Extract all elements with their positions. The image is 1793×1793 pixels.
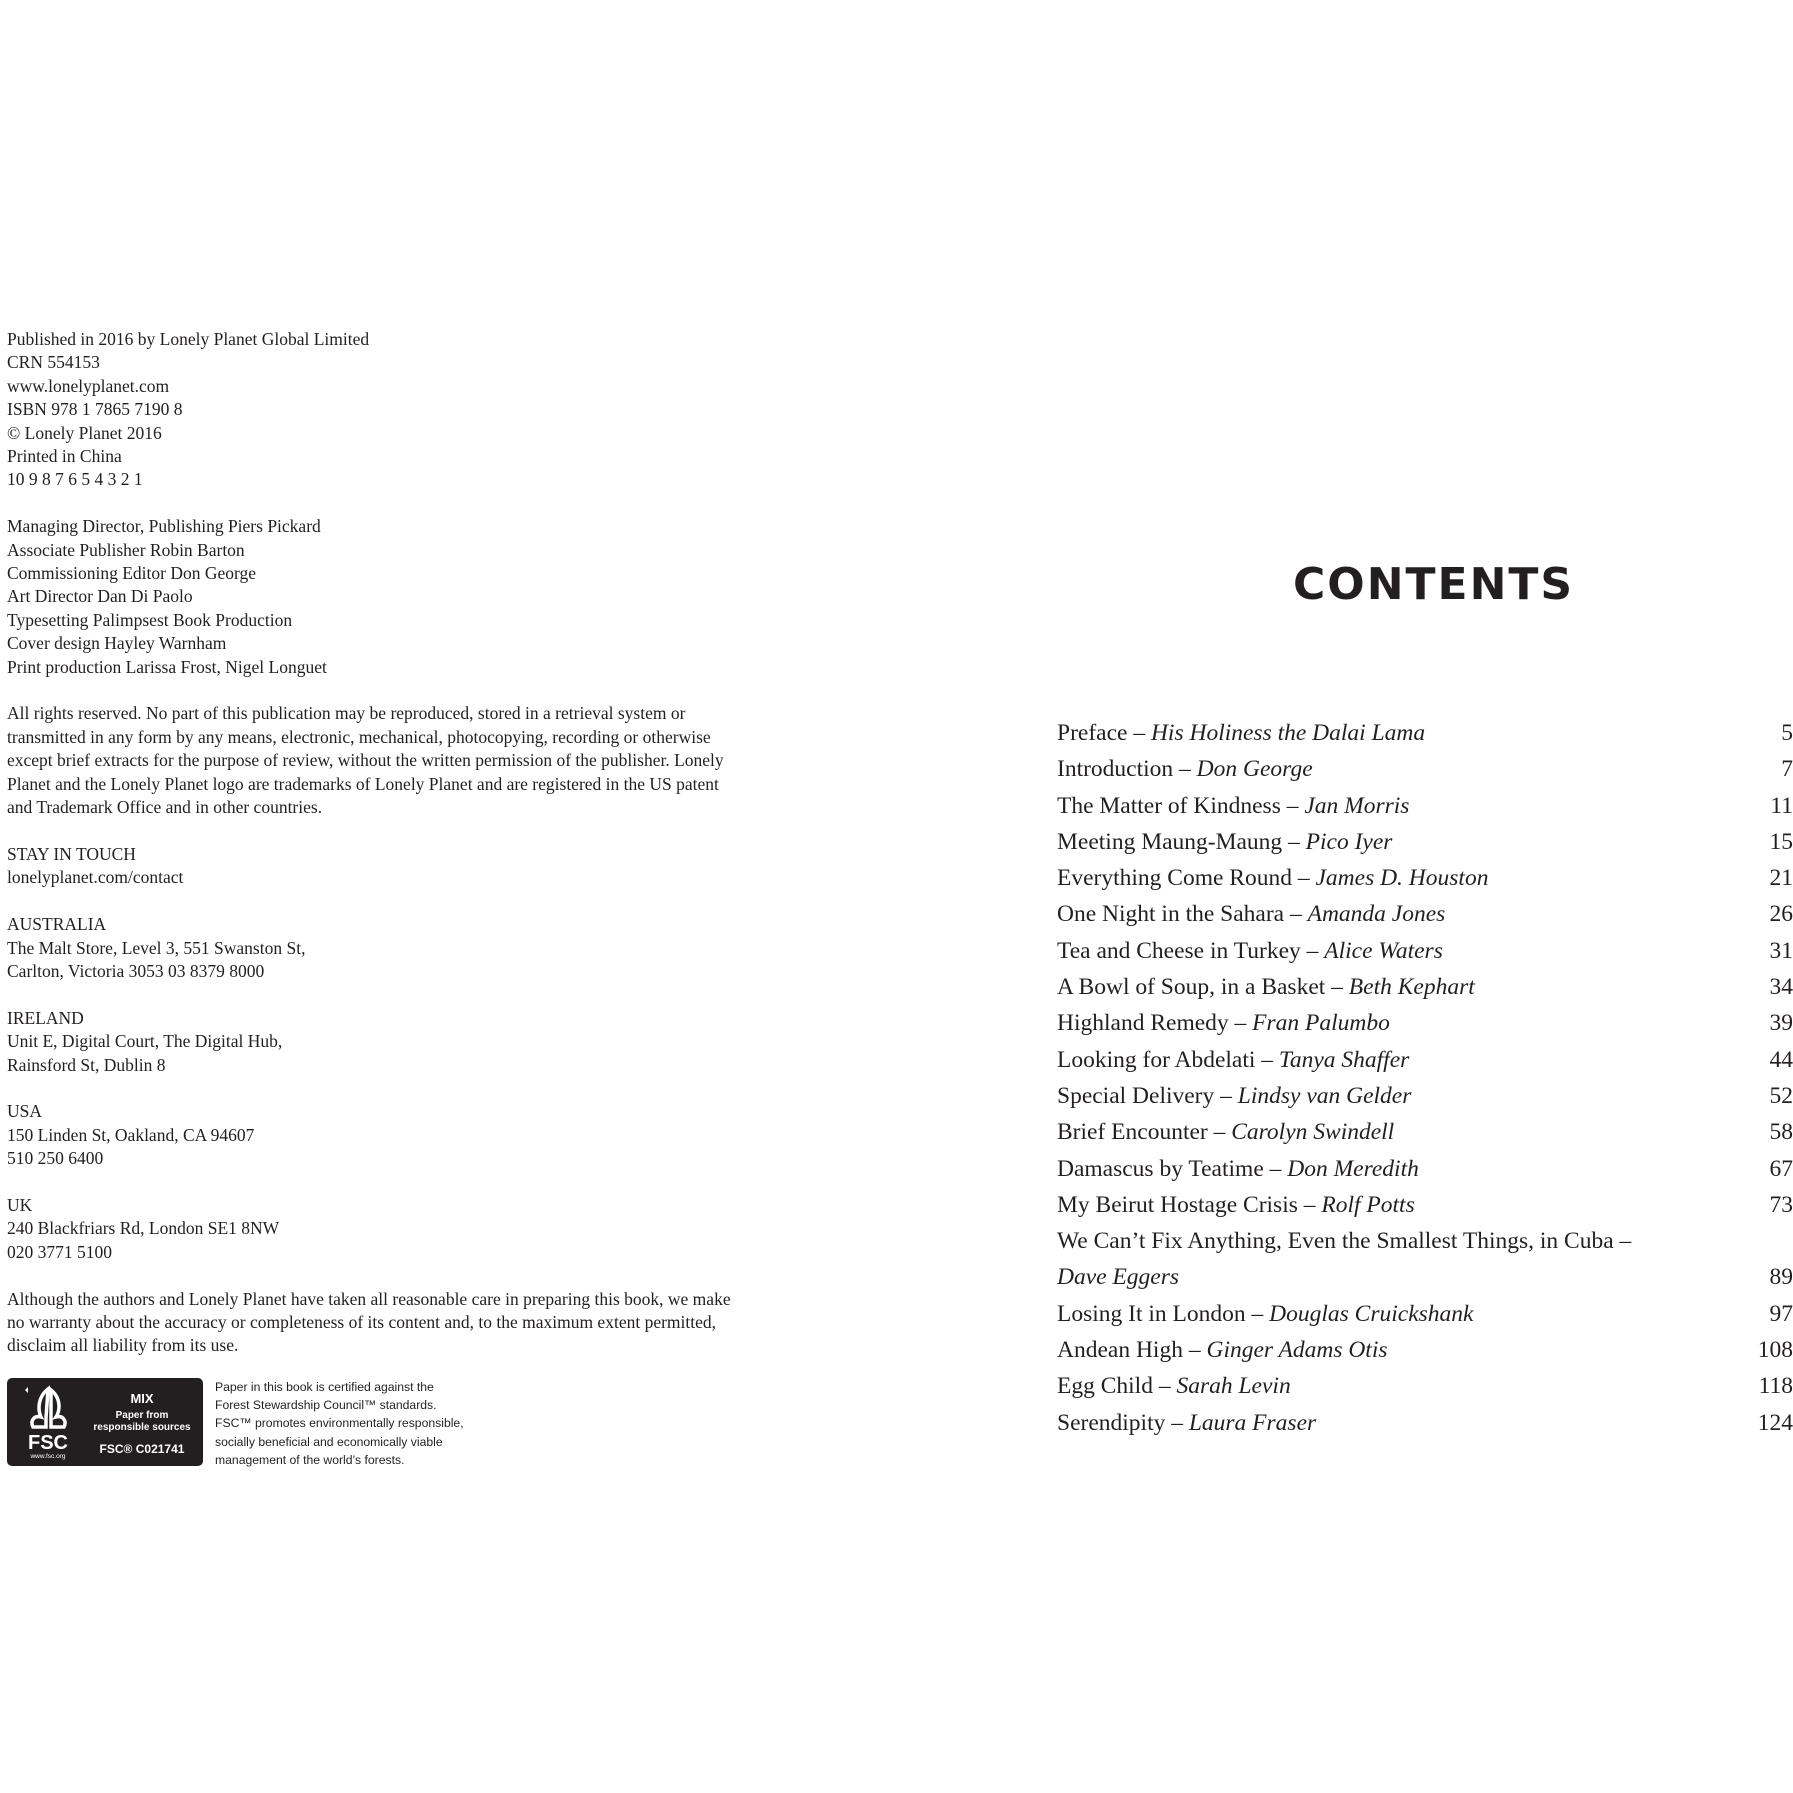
toc-entry-author: Rolf Potts: [1321, 1191, 1415, 1218]
toc-entry: [1057, 1223, 1793, 1259]
toc-entry-page: 44: [1769, 1046, 1793, 1073]
toc-entry: [1057, 896, 1793, 932]
office-heading: IRELAND: [7, 1007, 84, 1028]
office-address: 150 Linden St, Oakland, CA 94607: [7, 1124, 255, 1145]
toc-entry-author: Laura Fraser: [1188, 1409, 1317, 1436]
toc-entry-author: James D. Houston: [1315, 865, 1489, 892]
fsc-mix-label: MIX: [130, 1391, 154, 1406]
office-heading: AUSTRALIA: [7, 914, 107, 935]
toc-entry-page: 21: [1769, 865, 1793, 892]
toc-entry: [1057, 824, 1793, 860]
copyright-line: © Lonely Planet 2016: [7, 422, 162, 443]
toc-entry-author: Lindsy van Gelder: [1237, 1082, 1412, 1109]
office-uk: [7, 1194, 767, 1264]
disclaimer: Although the authors and Lonely Planet have taken all reasonable care in preparing this book, we make no warranty about the accuracy or completeness of its content and, to the maximum extent permitted, disclaim all liability from its use.: [7, 1288, 731, 1356]
toc-entry-author: Tanya Shaffer: [1278, 1046, 1410, 1073]
toc-entry-author: Douglas Cruickshank: [1269, 1300, 1474, 1327]
toc-entry: [1057, 860, 1793, 896]
stay-in-touch: [7, 843, 767, 890]
fsc-note: [215, 1378, 515, 1469]
toc-entry-title: Losing It in London –: [1057, 1300, 1270, 1327]
fsc-note-line: Paper in this book is certified against the: [215, 1380, 434, 1394]
toc-entry-author: Beth Kephart: [1348, 974, 1475, 1001]
fsc-logo-site: www.fsc.org: [30, 1453, 66, 1460]
print-number-line: 10 9 8 7 6 5 4 3 2 1: [7, 469, 143, 490]
toc-entry-page: 118: [1758, 1373, 1793, 1400]
toc-entry: [1057, 933, 1793, 969]
office-phone: 510 250 6400: [7, 1148, 104, 1169]
toc-entry-title: Egg Child –: [1057, 1373, 1177, 1400]
fsc-note-line: Forest Stewardship Council™ standards.: [215, 1398, 437, 1413]
toc-entry: [1057, 1405, 1793, 1441]
office-phone: 020 3771 5100: [7, 1241, 112, 1262]
toc-entry-title: Special Delivery –: [1057, 1082, 1238, 1109]
credit-line: Cover design Hayley Warnham: [7, 633, 227, 654]
fsc-logo-text: FSC: [28, 1432, 68, 1454]
toc-entry-author: Amanda Jones: [1307, 901, 1446, 928]
toc-entry-author: Sarah Levin: [1176, 1373, 1291, 1400]
rights-notice: All rights reserved. No part of this publication may be reproduced, stored in a retrieval system or transmitted in any form by any means, electronic, mechanical, photocopying, recording or otherwise except brief extracts for the purpose of review, without the written permission of the publisher. Lonely Planet and the Lonely Planet logo are trademarks of Lonely Planet and are registered in the US patent and Trademark Office and in other countries.: [7, 703, 724, 818]
stay-in-touch-heading: STAY IN TOUCH: [7, 843, 136, 864]
credit-line: Typesetting Palimpsest Book Production: [7, 609, 293, 630]
office-address: Rainsford St, Dublin 8: [7, 1054, 166, 1075]
toc-entry: [1057, 1078, 1793, 1114]
toc-entry-title: One Night in the Sahara –: [1057, 901, 1308, 928]
credit-line: Art Director Dan Di Paolo: [7, 586, 193, 607]
office-australia: [7, 913, 767, 983]
toc-entry: [1057, 969, 1793, 1005]
toc-entry-author: Dave Eggers: [1057, 1264, 1180, 1291]
toc-entry-page: 26: [1769, 901, 1793, 928]
toc-entry-author: Fran Palumbo: [1252, 1010, 1390, 1037]
office-address: Carlton, Victoria 3053 03 8379 8000: [7, 960, 265, 981]
toc-entry: [1057, 751, 1793, 787]
fsc-note-line: management of the world’s forests.: [215, 1452, 405, 1467]
toc-entry-title: Preface –: [1057, 720, 1151, 746]
credit-line: Managing Director, Publishing Piers Pickard: [7, 516, 321, 537]
toc-entry: [1057, 1259, 1793, 1295]
fsc-note-line: socially beneficial and economically viable: [215, 1434, 443, 1449]
toc-entry-title: Brief Encounter –: [1057, 1119, 1232, 1146]
toc-entry-title: Meeting Maung-Maung –: [1057, 828, 1306, 855]
publisher-line: Published in 2016 by Lonely Planet Global Limited: [7, 329, 370, 349]
office-address: The Malt Store, Level 3, 551 Swanston St,: [7, 937, 306, 958]
fsc-note-line: FSC™ promotes environmentally responsible,: [215, 1416, 464, 1431]
toc-entry-author: Carolyn Swindell: [1231, 1119, 1395, 1146]
toc-entry-title: Introduction –: [1057, 756, 1197, 783]
contents-title: CONTENTS: [1293, 559, 1575, 610]
toc-entry-title: Damascus by Teatime –: [1057, 1155, 1288, 1182]
office-address: Unit E, Digital Court, The Digital Hub,: [7, 1031, 283, 1052]
toc-entry-page: 11: [1770, 792, 1793, 819]
toc-entry-page: 97: [1769, 1300, 1793, 1327]
credits: [7, 515, 767, 679]
toc-entry-title: The Matter of Kindness –: [1057, 792, 1305, 819]
toc-entry: [1057, 715, 1793, 751]
crn-line: CRN 554153: [7, 352, 100, 373]
toc-entry-page: 31: [1769, 937, 1793, 964]
credit-line: Associate Publisher Robin Barton: [7, 539, 245, 560]
toc-entry-author: Pico Iyer: [1305, 828, 1393, 855]
toc-entry-page: 58: [1769, 1119, 1793, 1146]
table-of-contents: [1057, 715, 1793, 1441]
toc-entry-author: Ginger Adams Otis: [1206, 1337, 1388, 1364]
toc-entry-title: Tea and Cheese in Turkey –: [1057, 937, 1325, 964]
fsc-license-code: FSC® C021741: [99, 1442, 185, 1456]
toc-entry-title: Andean High –: [1057, 1337, 1207, 1364]
toc-entry-title: Serendipity –: [1057, 1409, 1189, 1436]
toc-entry-title: Everything Come Round –: [1057, 865, 1316, 892]
website-line: www.lonelyplanet.com: [7, 375, 170, 396]
toc-entry: [1057, 1114, 1793, 1150]
office-ireland: [7, 1007, 767, 1077]
toc-entry-author: Jan Morris: [1304, 792, 1410, 819]
toc-entry-title: We Can’t Fix Anything, Even the Smallest Things, in Cuba –: [1057, 1228, 1632, 1255]
office-address: 240 Blackfriars Rd, London SE1 8NW: [7, 1218, 280, 1239]
toc-entry: [1057, 788, 1793, 824]
toc-entry-page: 5: [1781, 720, 1793, 746]
credit-line: Print production Larissa Frost, Nigel Longuet: [7, 656, 327, 677]
toc-entry-title: My Beirut Hostage Crisis –: [1057, 1191, 1322, 1218]
toc-entry-page: 108: [1757, 1337, 1793, 1364]
office-heading: USA: [7, 1101, 43, 1122]
toc-entry: [1057, 1151, 1793, 1187]
toc-entry: [1057, 1332, 1793, 1368]
toc-entry-author: Don George: [1196, 756, 1313, 783]
fsc-mix-sub-line: responsible sources: [93, 1422, 191, 1433]
toc-entry-page: 7: [1781, 756, 1793, 783]
printed-line: Printed in China: [7, 446, 122, 467]
publication-details: [7, 328, 767, 492]
toc-entry: [1057, 1042, 1793, 1078]
toc-entry: [1057, 1296, 1793, 1332]
isbn-line: ISBN 978 1 7865 7190 8: [7, 399, 183, 420]
toc-entry-page: 39: [1769, 1010, 1793, 1037]
fsc-mix-description: [87, 1410, 197, 1434]
contact-url: lonelyplanet.com/contact: [7, 867, 184, 888]
toc-entry-author: Don Meredith: [1287, 1155, 1419, 1182]
fsc-tree-icon: [15, 1384, 81, 1460]
toc-entry-author: His Holiness the Dalai Lama: [1150, 720, 1426, 746]
office-heading: UK: [7, 1194, 33, 1215]
office-usa: [7, 1100, 767, 1170]
toc-entry-page: 89: [1769, 1264, 1793, 1291]
credit-line: Commissioning Editor Don George: [7, 563, 257, 584]
toc-entry-page: 52: [1769, 1082, 1793, 1109]
toc-entry: [1057, 1187, 1793, 1223]
toc-entry-page: 124: [1757, 1409, 1793, 1436]
fsc-mix-sub-line: Paper from: [115, 1410, 169, 1421]
toc-entry-title: Looking for Abdelati –: [1057, 1046, 1279, 1073]
toc-entry-page: 15: [1769, 828, 1793, 855]
toc-entry-page: 73: [1769, 1191, 1793, 1218]
fsc-logo: [7, 1378, 203, 1466]
toc-entry-author: Alice Waters: [1324, 937, 1443, 964]
copyright-page: [7, 328, 767, 1381]
toc-entry: [1057, 1368, 1793, 1404]
toc-entry: [1057, 1005, 1793, 1041]
toc-entry-page: 67: [1769, 1155, 1793, 1182]
toc-entry-page: 34: [1769, 974, 1793, 1001]
toc-entry-title: A Bowl of Soup, in a Basket –: [1057, 974, 1349, 1001]
toc-entry-title: Highland Remedy –: [1057, 1010, 1253, 1037]
